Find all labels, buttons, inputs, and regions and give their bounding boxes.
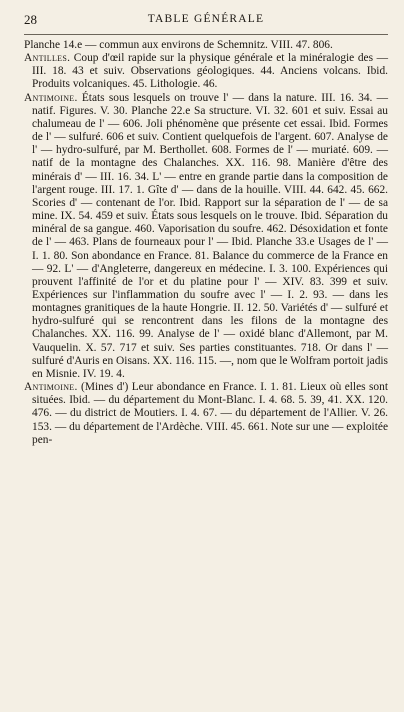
entry-lemma: Antimoine. <box>24 381 78 394</box>
entry-text: Coup d'œil rapide sur la physique générale et la minéralogie des — III. 18. 43 et suiv. Observations géologiques. 44. Anciens volcans. Ibid. Produits volcaniques. 45. Lithologie. 46. <box>32 52 388 91</box>
entry-text: États sous lesquels on trouve l' — dans la nature. III. 16. 34. — natif. Figures. V. 30. Planche 22.e Sa structure. VI. 32. 601 et suiv. Essai au chalumeau de l' — 606. Joli phénomène que présente cet essai. Ibid. Formes de l' — sulfuré. 606 et suiv. Contient quelquefois de l'argent. 607. Analyse de l' — hydro-sulfuré, par M. Berthollet. 608. Formes de l' — muriaté. 609. — natif de la montagne des Chalanches. XX. 116. 98. Manière d'être des minérais d' — III. 16. 34. L' — entre en grande partie dans la composition de l'argent rouge. III. 17. 1. Gîte d' — dans de la houille. VIII. 44. 642. 45. 662. Scories d' — contenant de l'or. Ibid. Rapport sur la séparation de l' — de sa mine. IX. 54. 459 et suiv. États sous lesquels on le trouve. Ibid. Séparation du minéral de sa gangue. 460. Vaporisation du soufre. 462. Désoxidation et fonte de l' — 463. Plans de fourneaux pour l' — Ibid. Planche 33.e Usages de l' — I. 1. 80. Son abondance en France. 81. Balance du commerce de la France en — 92. L' — d'Angleterre, dangereux en médecine. I. 3. 100. Expériences qui prouvent l'affinité de l'or et du platine pour l' — XIV. 83. 399 et suiv. Expériences sur l'inflammation du soufre avec l' — I. 2. 93. — dans les montagnes granitiques de la haute Hongrie. II. 12. 50. Variétés d' — sulfuré et hydro-sulfuré qui se rencontrent dans les filons de la montagne des Chalanches. XX. 116. 99. Analyse de l' — oxidé blanc d'Allemont, par M. Vauquelin. X. 57. 717 et suiv. Ses parties constituantes. 718. Or dans l' — sulfuré d'Auris en Oisans. XX. 116. 115. —, nom que le Wolfram portoit jadis en Misnie. IV. 19. 4. <box>32 91 388 380</box>
entry-text: Planche 14.e — commun aux environs de Schemnitz. VIII. 47. 806. <box>24 39 333 51</box>
page-header <box>24 12 388 35</box>
index-text <box>24 39 388 447</box>
index-entry-antimoine-mines <box>24 381 388 447</box>
entry-text: (Mines d') Leur abondance en France. I. 1. 81. Lieux où elles sont situées. Ibid. — du département du Mont-Blanc. I. 4. 68. 5. 39, 41. XX. 120. 476. — du district de Moutiers. I. 4. 67. — du département de l'Allier. V. 26. 153. — du département de l'Ardèche. VIII. 45. 661. Note sur une — exploitée pen- <box>32 381 388 446</box>
page-number: 28 <box>24 12 37 27</box>
running-title: TABLE GÉNÉRALE <box>147 13 265 25</box>
index-entry-antilles <box>24 52 388 91</box>
index-entry-continuation <box>24 39 388 52</box>
entry-lemma: Antimoine. <box>24 91 78 104</box>
index-entry-antimoine <box>24 92 388 381</box>
entry-lemma: Antilles. <box>24 52 71 65</box>
book-page <box>0 12 404 712</box>
